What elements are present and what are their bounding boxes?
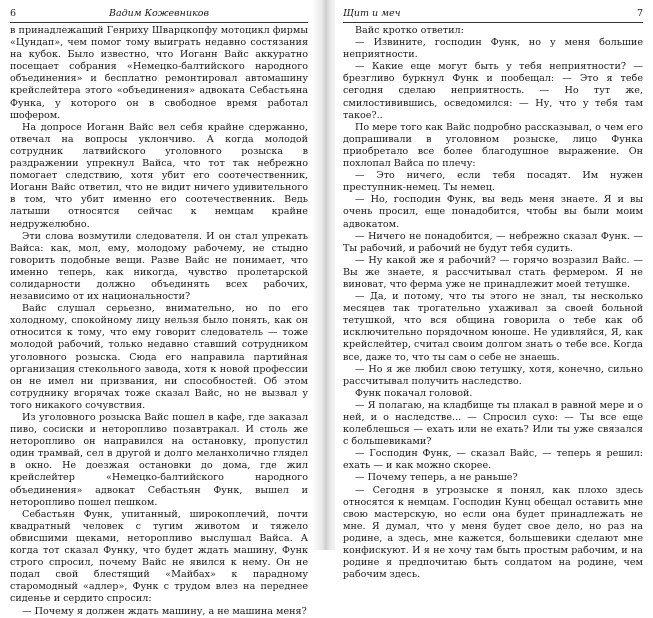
paragraph: — Почему теперь, а не раньше? [355,472,518,484]
paragraph: — Ничего не понадобится, — небрежно сказал Функ. — Ты рабочий, и рабочий не будут тебя судить. [343,230,643,254]
paragraph: Себастьян Функ, упитанный, широкоплечий, почти квадратный человек с тугим животом и тяжело обвисшими щеками, неторопливо выслушал Вайса. А когда тот сказал Функу, что будет ждать машину, Функ строго спросил, почему Вайс не явился к нему. Он не подал свой блестящий «Майбах» к парадному старомодный «адлер», Функ с трудом влез на переднее сиденье и сердито спросил: [10,508,308,605]
right-page-header [343,8,643,22]
right-page [335,0,653,581]
paragraph: — Сегодня в угрозыске я понял, как плохо здесь относятся к немцам. Господин Кунц обещал оставить мне свою мастерскую, но если она будет принадлежать не мне. Я думал, что у меня будет свое дело, но раз на родине, а здесь, мне кажется, большевики сделают мне конфискуют. И я не хочу там быть простым рабочим, и на родине я предпочитаю быть солдатом на родине, чем рабочим здесь. [343,484,643,581]
paragraph: Функ покачал головой. [355,387,473,399]
paragraph: Из уголовного розыска Вайс пошел в кафе, где заказал пиво, сосиски и неторопливо позавтракал. И столь же неторопливо он направился на остановку, пропустил один трамвай, сел в другой и долго меланхолично глядел в окно. Не доезжая остановки до дома, где жил крейслейтер «Немецко-балтийского народного объединения» адвокат Себастьян Функ, вышел и неторопливо пошел пешком. [10,412,308,508]
paragraph: в принадлежащий Генриху Шварцкопфу мотоцикл фирмы «Цундап», чем помог тому выиграть недавно состязания на кубок. Было известно, что Иоганн Вайс аккуратно посещает собрания «Немецко-балтийского народного объединения» и бесплатно ремонтировал автомашину крейслейтера этого «объединения» адвоката Себастьяна Функа, у которого он в свободное время работал шофером. [10,25,308,121]
paragraph: — Извините, господин Функ, но у меня большие неприятности. [343,37,643,61]
paragraph: Вайс слушал серьезно, внимательно, но по его холодному, спокойному лицу нельзя было понять, как он относится к тому, что ему говорит следователь — тоже молодой рабочий, только недавно ставший сотрудником уголовного розыска. Сюда его направила партийная организация стекольного завода, хотя к новой профессии он не имел ни призвания, ни способностей. Об этом сотруднику вгорячах тоже сказал Вайс, но не вызвал у того никакого сочувствия. [10,303,308,411]
paragraph: — Я полагаю, на кладбище ты плакал в равной мере и о ней, и о наследстве... — Спросил сухо: — Ты все еще колеблешься — ехать или не ехать? Или ты уже связался с большевиками? [343,399,643,448]
paragraph: — Это ничего, если тебя посадят. Им нужен преступник-немец. Ты немец. [343,170,643,194]
left-page-body [10,25,308,618]
paragraph: — Да, и потому, что ты этого не знал, ты несколько месяцев так трогательно ухаживал за своей больной тетушкой, что вся община говорила о тебе как об исключительно порядочном юноше. Не удивляйся, Я, как крейслейтер, считал своим долгом знать о тебе все. Когда все, даже то, что ты сам о себе не знаешь. [343,291,643,363]
running-head-author: Вадим Кожевников [108,8,209,19]
page-number: 7 [636,8,643,19]
paragraph: — Какие еще могут быть у тебя неприятности? — брезгливо буркнул Функ и пообещал: — Это я тебе сегодня сделаю неприятность. — Но тут же, смилостивившись, осведомился: — Ну, что у тебя там такое?.. [343,61,643,121]
paragraph: По мере того как Вайс подробно рассказывал, о чем его допрашивали в уголовном розыске, лицо Функа приобретало все более благодушное выражение. Он похлопал Вайса по плечу: [343,121,643,170]
paragraph: — Но я же любил свою тетушку, хотя, конечно, сильно рассчитывал получить наследство. [343,363,643,387]
paragraph: — Господин Функ, — сказал Вайс, — теперь я решил: ехать — и как можно скорее. [343,448,643,472]
paragraph: — Ну какой же я рабочий? — горячо возразил Вайс. — Вы же знаете, я рассчитывал стать фермером. Я не виноват, что ферма уже не принадлежит моей тетушке. [343,254,643,290]
paragraph: Вайс кротко ответил: [355,25,464,36]
header-rule [10,22,308,23]
page-number: 6 [10,8,17,19]
left-page [0,0,318,617]
paragraph: — Но, господин Функ, вы ведь меня знаете. Я и вы очень просил, еще понадобится, чтобы вы были моим адвокатом. [343,194,643,230]
paragraph: На допросе Иоганн Вайс вел себя крайне сдержанно, отвечал на вопросы уклончиво. А когда молодой сотрудник латвийского уголовного розыска в раздражении упрекнул Вайса, что тот так небрежно помогает следствию, хотя убит его соотечественник, Иоганн Вайс ответил, что не видит ничего удивительного в том, что убит именно его соотечественник. Ведь латыши относятся сейчас к немцам крайне недружелюбно. [10,121,308,230]
paragraph: — Почему я должен ждать машину, а не машина меня? [22,605,307,617]
right-page-body [343,25,643,581]
header-rule [343,22,643,23]
left-page-header [10,8,308,22]
running-head-title: Щит и меч [343,8,401,19]
paragraph: Эти слова возмутили следователя. И он стал упрекать Вайса: как, мол, ему, молодому рабочему, не стыдно говорить подобные вещи. Разве Вайс не понимает, что именно теперь, как никогда, чувство пролетарской солидарности должно объединять всех рабочих, независимо от их национальности? [10,230,308,303]
